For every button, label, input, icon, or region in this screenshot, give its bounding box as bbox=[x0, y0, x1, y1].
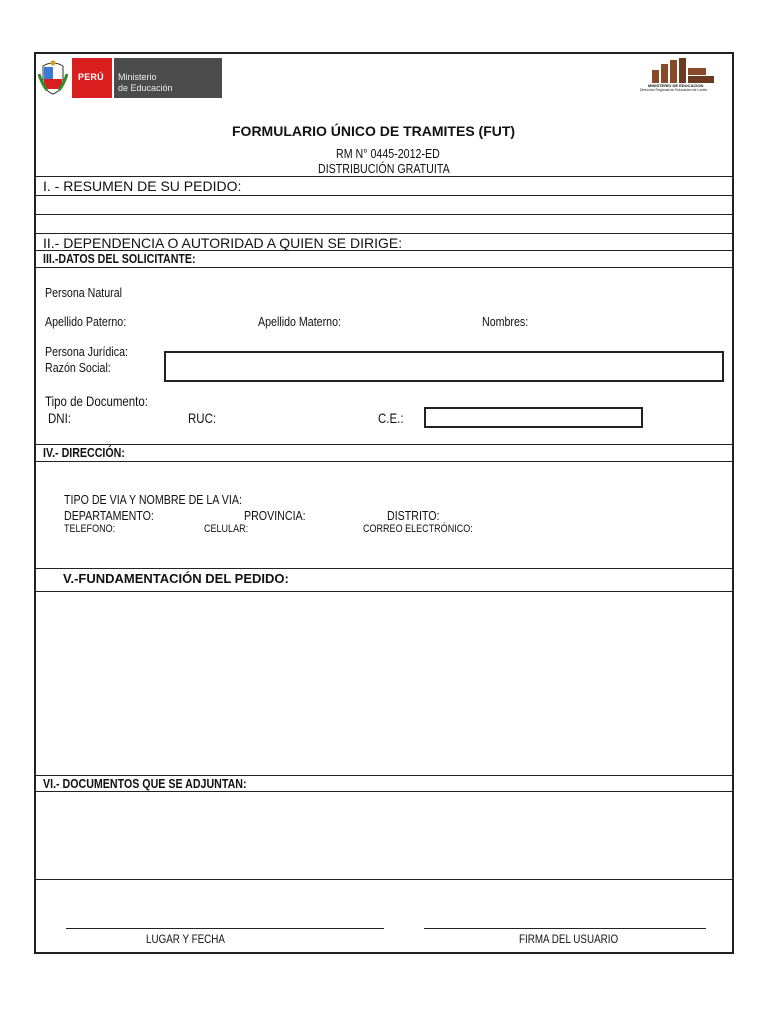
divider bbox=[34, 568, 734, 569]
persona-juridica-label: Persona Jurídica: bbox=[45, 344, 128, 359]
correo-label: CORREO ELECTRÓNICO: bbox=[363, 523, 473, 535]
regional-ministry-logo bbox=[638, 58, 732, 96]
peru-ministry-logo bbox=[38, 58, 222, 98]
free-distribution-note: DISTRIBUCIÓN GRATUITA bbox=[318, 161, 450, 176]
razon-social-field[interactable] bbox=[164, 351, 724, 382]
section-1-title: I. - RESUMEN DE SU PEDIDO: bbox=[43, 178, 242, 194]
divider bbox=[34, 214, 734, 215]
fundamentacion-area[interactable] bbox=[36, 592, 732, 774]
distrito-label: DISTRITO: bbox=[387, 508, 440, 523]
ruc-label: RUC: bbox=[188, 410, 217, 426]
dni-label: DNI: bbox=[48, 410, 71, 426]
departamento-label: DEPARTAMENTO: bbox=[64, 508, 154, 523]
lugar-fecha-line bbox=[66, 928, 384, 929]
apellido-paterno-label: Apellido Paterno: bbox=[45, 314, 127, 329]
resolution-number: RM N° 0445-2012-ED bbox=[336, 146, 440, 161]
ministry-logo-line-2: Dirección Regional de Educación de Loreto bbox=[640, 88, 708, 92]
section-6-title: VI.- DOCUMENTOS QUE SE ADJUNTAN: bbox=[43, 776, 247, 791]
divider bbox=[34, 176, 734, 177]
section-3-title: III.-DATOS DEL SOLICITANTE: bbox=[43, 251, 196, 266]
peru-red-block bbox=[72, 58, 112, 98]
apellido-materno-label: Apellido Materno: bbox=[258, 314, 341, 329]
ministry-grey-block bbox=[114, 58, 222, 98]
divider bbox=[34, 444, 734, 445]
peru-label: PERÚ bbox=[78, 72, 104, 82]
razon-social-label: Razón Social: bbox=[45, 360, 111, 375]
nombres-label: Nombres: bbox=[482, 314, 529, 329]
telefono-label: TELEFONO: bbox=[64, 523, 116, 535]
divider bbox=[34, 879, 734, 880]
lugar-fecha-label: LUGAR Y FECHA bbox=[146, 932, 225, 946]
form-title: FORMULARIO ÚNICO DE TRAMITES (FUT) bbox=[232, 123, 516, 139]
divider bbox=[34, 267, 734, 268]
section-4-title: IV.- DIRECCIÓN: bbox=[43, 445, 125, 460]
persona-natural-label: Persona Natural bbox=[45, 285, 123, 300]
firma-label: FIRMA DEL USUARIO bbox=[519, 932, 619, 946]
ce-field[interactable] bbox=[424, 407, 643, 428]
divider bbox=[34, 195, 734, 196]
peru-coat-of-arms-icon bbox=[38, 60, 68, 96]
ministry-line-1: Ministerio bbox=[118, 72, 157, 82]
documentos-area[interactable] bbox=[36, 792, 732, 878]
tipo-documento-label: Tipo de Documento: bbox=[45, 393, 148, 409]
firma-line bbox=[424, 928, 706, 929]
divider bbox=[34, 233, 734, 234]
section-2-title: II.- DEPENDENCIA O AUTORIDAD A QUIEN SE DIRIGE: bbox=[43, 235, 403, 251]
section-5-title: V.-FUNDAMENTACIÓN DEL PEDIDO: bbox=[63, 571, 289, 586]
ministry-line-2: de Educación bbox=[118, 83, 173, 93]
ministry-bars-icon bbox=[638, 58, 732, 84]
tipo-via-label: TIPO DE VIA Y NOMBRE DE LA VIA: bbox=[64, 492, 242, 507]
ce-label: C.E.: bbox=[378, 410, 404, 426]
ministry-logo-line-1: MINISTERIO DE EDUCACION bbox=[648, 83, 704, 88]
divider bbox=[34, 461, 734, 462]
celular-label: CELULAR: bbox=[204, 523, 249, 535]
provincia-label: PROVINCIA: bbox=[244, 508, 306, 523]
